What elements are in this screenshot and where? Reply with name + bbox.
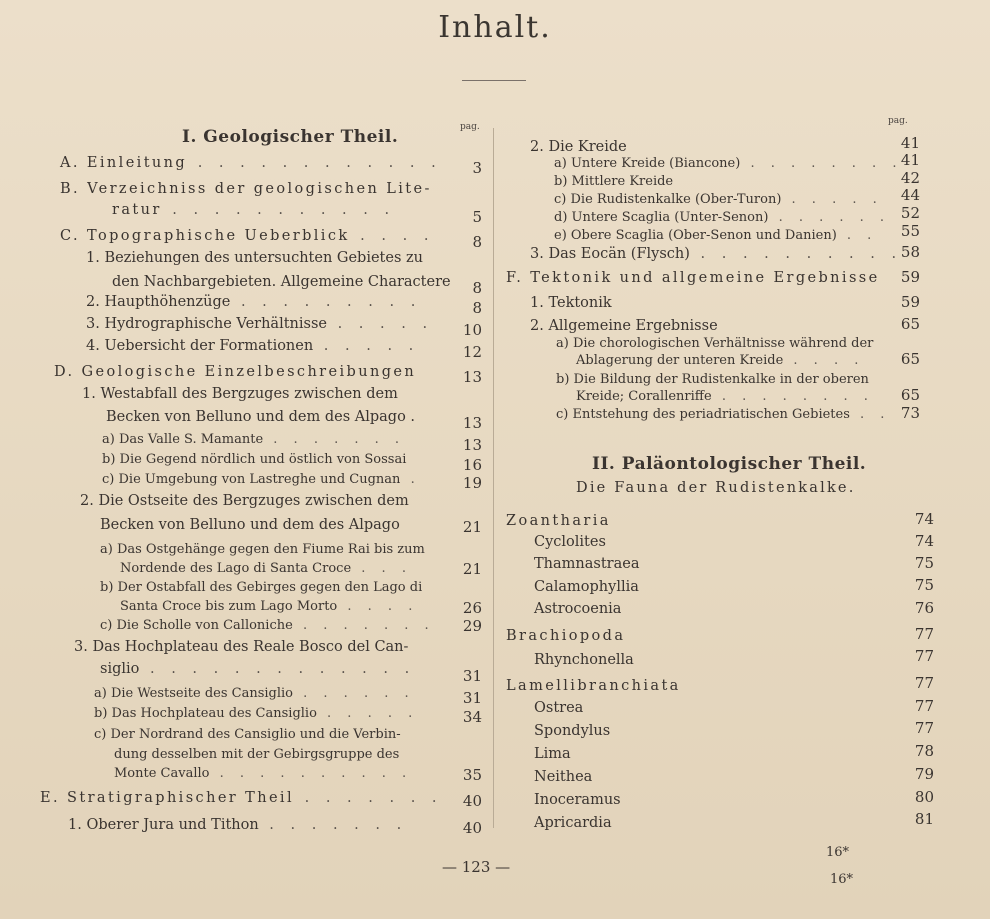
left-toc-entry [80,491,409,511]
left-toc-page-number: 13 [462,436,482,454]
left-toc-leader-dots: . . . . . [316,706,419,721]
section-heading-palaeontologischer-theil: II. Paläontologischer Theil. [592,454,867,474]
left-toc-entry-text: b) Die Gegend nördlich und östlich von Sossai [102,452,407,467]
left-toc-entry [54,362,416,382]
signature-mark-1: 16* [826,845,850,860]
left-toc-page-number: 31 [462,689,482,707]
right-toc-page-number: 42 [900,169,920,187]
left-toc-leader-dots: . . . . . . . . . . . . . [139,661,416,677]
left-toc-page-number: 10 [462,321,482,339]
left-toc-entry [120,597,418,617]
left-toc-entry-text: Becken von Belluno und dem des Alpago . [106,409,416,425]
right-toc-page-number: 65 [900,386,920,404]
fauna-toc-page-number: 78 [914,742,934,760]
right-toc-entry [554,226,877,246]
left-toc-entry [120,559,412,579]
right-toc-entry-text: 2. Die Kreide [530,139,627,155]
right-toc-page-number: 59 [900,293,920,311]
left-toc-page-number: 13 [462,368,482,386]
left-toc-leader-dots: . . . . . . . [294,790,443,806]
left-toc-entry-text: dung desselben mit der Gebirgsgruppe des [114,747,400,762]
fauna-toc-entry-text: Apricardia [534,815,612,831]
left-toc-entry-text: a) Die Westseite des Cansiglio [94,686,294,701]
fauna-toc-page-number: 76 [914,599,934,617]
fauna-toc-entry-text: Brachiopoda [506,628,626,644]
left-toc-entry [100,515,400,535]
left-toc-entry [106,407,415,427]
left-toc-entry [40,788,443,808]
left-toc-entry [86,336,419,356]
left-toc-entry-text: Becken von Belluno und dem des Alpago [100,517,400,533]
left-toc-entry-text: Monte Cavallo [114,766,210,781]
left-toc-leader-dots: . . . . . [313,338,420,354]
right-toc-entry-text: e) Obere Scaglia (Ober-Senon und Danien) [554,228,837,243]
left-toc-entry [112,272,451,292]
column-divider [493,128,494,828]
fauna-toc-page-number: 75 [914,554,934,572]
right-toc-page-number: 65 [900,350,920,368]
fauna-toc-page-number: 74 [914,532,934,550]
pag-label-left: pag. [460,122,480,132]
fauna-toc-entry-text: Calamophyllia [534,579,639,595]
fauna-toc-entry [534,650,634,670]
left-toc-entry [74,637,408,657]
fauna-toc-entry-text: Rhynchonella [534,652,634,668]
left-toc-entry-text: b) Der Ostabfall des Gebirges gegen den Lago di [100,580,423,595]
left-toc-page-number: 5 [472,208,482,226]
right-toc-page-number: 41 [900,134,920,152]
left-toc-page-number: 16 [462,456,482,474]
right-toc-entry-text: 2. Allgemeine Ergebnisse [530,318,718,334]
left-toc-page-number: 13 [462,414,482,432]
fauna-toc-entry-text: Lamellibranchiata [506,678,681,694]
left-toc-entry-text: D. Geologische Einzelbeschreibungen [54,364,417,380]
fauna-toc-entry [506,511,611,531]
fauna-toc-entry [534,554,639,574]
left-toc-entry [102,430,405,450]
right-toc-entry [554,154,902,174]
left-toc-entry-text: a) Das Valle S. Mamante [102,432,264,447]
fauna-toc-entry [534,577,639,597]
left-toc-page-number: 35 [462,766,482,784]
left-toc-entry-text: c) Die Umgebung von Lastreghe und Cugnan [102,472,401,487]
right-toc-page-number: 73 [900,404,920,422]
left-toc-entry-text: C. Topographische Ueberblick [60,228,350,244]
left-toc-entry-text: a) Das Ostgehänge gegen den Fiume Rai bis zum [100,542,425,557]
right-toc-entry-text: a) Untere Kreide (Biancone) [554,156,741,171]
left-toc-entry [100,578,422,598]
fauna-toc-entry [534,698,583,718]
right-toc-entry-text: a) Die chorologischen Verhältnisse während der [556,336,874,351]
left-toc-leader-dots: . . . [351,561,412,576]
left-toc-leader-dots: . . . . [349,228,435,244]
left-toc-entry-text: den Nachbargebieten. Allgemeine Charactere [112,274,451,290]
left-toc-page-number: 29 [462,617,482,635]
left-toc-entry-text: b) Das Hochplateau des Cansiglio [94,706,317,721]
left-toc-entry-text: 2. Die Ostseite des Bergzuges zwischen dem [80,493,409,509]
fauna-toc-entry-text: Astrocoenia [534,601,622,617]
fauna-toc-entry [506,626,625,646]
right-toc-leader-dots: . . . . . . . . [740,156,903,171]
fauna-toc-page-number: 81 [914,810,934,828]
right-toc-entry-text: c) Entstehung des periadriatischen Gebietes [556,407,850,422]
right-toc-entry-text: 3. Das Eocän (Flysch) [530,246,690,262]
left-toc-page-number: 31 [462,667,482,685]
fauna-toc-page-number: 79 [914,765,934,783]
right-toc-entry-text: d) Untere Scaglia (Unter-Senon) [554,210,769,225]
left-toc-entry [114,764,412,784]
left-toc-entry-text: 4. Uebersicht der Formationen [86,338,314,354]
left-toc-page-number: 21 [462,518,482,536]
left-toc-entry-text: c) Die Scholle von Calloniche [100,618,293,633]
left-toc-entry [86,314,433,334]
left-toc-entry [94,725,401,745]
left-toc-entry-text: E. Stratigraphischer Theil [40,790,295,806]
fauna-toc-entry [534,721,610,741]
fauna-toc-page-number: 77 [914,674,934,692]
right-toc-entry-text: b) Die Bildung der Rudistenkalke in der oberen [556,372,869,387]
left-toc-leader-dots: . . . . . . . [292,618,435,633]
left-toc-entry-text: ratur [112,202,162,218]
left-toc-leader-dots: . [400,472,421,487]
fauna-toc-entry-text: Neithea [534,769,593,785]
right-toc-leader-dots: . . . . . . . . [711,389,874,404]
fauna-toc-entry [534,767,592,787]
left-toc-entry [100,659,415,679]
right-toc-leader-dots: . . . . . . . . . . [689,246,903,262]
fauna-toc-entry-text: Ostrea [534,700,584,716]
left-toc-entry [112,200,395,220]
left-toc-entry [100,616,435,636]
fauna-toc-entry [534,744,571,764]
right-toc-page-number: 44 [900,186,920,204]
fauna-toc-page-number: 80 [914,788,934,806]
right-toc-leader-dots: . . [836,228,878,243]
right-toc-page-number: 65 [900,315,920,333]
title-rule [462,80,526,81]
right-toc-leader-dots: . . . . . . [768,210,891,225]
left-toc-entry-text: Nordende des Lago di Santa Croce [120,561,352,576]
right-toc-leader-dots: . . . . [783,353,865,368]
left-toc-leader-dots: . . . . . . . [258,817,408,833]
fauna-toc-page-number: 77 [914,719,934,737]
fauna-toc-page-number: 75 [914,576,934,594]
left-toc-entry-text: 1. Oberer Jura und Tithon [68,817,259,833]
left-toc-entry [102,470,421,490]
fauna-toc-entry [534,599,621,619]
left-toc-entry-text: A. Einleitung [60,155,188,171]
right-toc-entry [506,268,880,288]
left-toc-entry [82,384,398,404]
right-toc-entry [554,208,890,228]
fauna-toc-entry-text: Cyclolites [534,534,606,550]
right-toc-entry [530,244,902,264]
pag-label-right: pag. [888,116,908,126]
right-toc-leader-dots: . . . . . [781,192,883,207]
left-toc-entry [86,248,423,268]
left-toc-entry-text: Santa Croce bis zum Lago Morto [120,599,338,614]
left-toc-page-number: 21 [462,560,482,578]
right-toc-entry [530,293,612,313]
left-toc-page-number: 12 [462,343,482,361]
right-toc-page-number: 52 [900,204,920,222]
left-toc-entry-text: B. Verzeichniss der geologischen Lite- [60,181,432,197]
left-toc-leader-dots: . . . . . . . . . [230,294,422,310]
left-toc-page-number: 8 [472,279,482,297]
left-toc-page-number: 40 [462,792,482,810]
left-toc-page-number: 8 [472,299,482,317]
left-toc-entry [60,226,434,246]
left-toc-leader-dots: . . . . [337,599,419,614]
left-toc-entry [102,450,406,470]
fauna-toc-entry [534,532,606,552]
right-toc-page-number: 59 [900,268,920,286]
right-toc-entry-text: 1. Tektonik [530,295,612,311]
left-toc-leader-dots: . . . . . . [293,686,415,701]
fauna-toc-page-number: 77 [914,625,934,643]
right-toc-page-number: 58 [900,243,920,261]
right-toc-entry-text: c) Die Rudistenkalke (Ober-Turon) [554,192,782,207]
left-toc-entry [114,745,399,765]
fauna-toc-entry-text: Thamnastraea [534,556,640,572]
left-toc-leader-dots: . . . . . . . [263,432,406,447]
left-toc-entry-text: 1. Westabfall des Bergzuges zwischen dem [82,386,398,402]
page-title: Inhalt. [438,10,552,45]
right-toc-entry-text: F. Tektonik und allgemeine Ergebnisse [506,270,880,286]
right-toc-entry [556,405,890,425]
left-toc-entry [60,179,432,199]
left-toc-page-number: 19 [462,474,482,492]
fauna-toc-entry [534,813,612,833]
left-toc-leader-dots: . . . . . . . . . . [209,766,413,781]
right-toc-page-number: 55 [900,222,920,240]
left-toc-entry-text: siglio [100,661,140,677]
page-number: — 123 — [442,858,511,876]
left-toc-page-number: 26 [462,599,482,617]
right-toc-entry [576,351,864,371]
fauna-toc-entry-text: Spondylus [534,723,611,739]
fauna-toc-entry-text: Lima [534,746,571,762]
right-toc-entry-text: b) Mittlere Kreide [554,174,674,189]
left-toc-entry-text: 1. Beziehungen des untersuchten Gebietes zu [86,250,423,266]
left-toc-entry [68,815,407,835]
left-toc-leader-dots: . . . . . . . . . . . . [187,155,442,171]
left-toc-entry-text: 2. Haupthöhenzüge [86,294,231,310]
left-toc-page-number: 40 [462,819,482,837]
left-toc-page-number: 34 [462,708,482,726]
left-toc-leader-dots: . . . . . [326,316,434,332]
left-toc-entry [60,153,442,173]
left-toc-entry-text: 3. Hydrographische Verhältnisse [86,316,327,332]
fauna-toc-entry-text: Zoantharia [506,513,611,529]
right-toc-entry [576,387,874,407]
fauna-toc-page-number: 74 [914,510,934,528]
left-toc-page-number: 3 [472,159,482,177]
fauna-toc-page-number: 77 [914,647,934,665]
left-toc-entry-text: 3. Das Hochplateau des Reale Bosco del Can- [74,639,409,655]
left-toc-entry-text: c) Der Nordrand des Cansiglio und die Verbin- [94,727,401,742]
fauna-toc-page-number: 77 [914,697,934,715]
left-toc-entry [94,704,418,724]
right-toc-leader-dots: . . [849,407,891,422]
signature-mark-2: 16* [830,872,854,887]
right-toc-entry [530,316,718,336]
fauna-toc-entry [506,676,681,696]
fauna-toc-entry-text: Inoceramus [534,792,621,808]
left-toc-entry [94,684,415,704]
right-toc-entry [554,172,673,192]
right-toc-entry [554,190,883,210]
right-toc-page-number: 41 [900,151,920,169]
left-toc-entry [100,540,425,560]
fauna-toc-entry [534,790,621,810]
section-heading-geologischer-theil: I. Geologischer Theil. [182,127,399,147]
left-toc-leader-dots: . . . . . . . . . . . [161,202,396,218]
fauna-subheading: Die Fauna der Rudistenkalke. [576,480,856,496]
right-toc-entry-text: Kreide; Corallenriffe [576,389,712,404]
right-toc-entry-text: Ablagerung der unteren Kreide [576,353,784,368]
left-toc-entry [86,292,421,312]
left-toc-page-number: 8 [472,233,482,251]
